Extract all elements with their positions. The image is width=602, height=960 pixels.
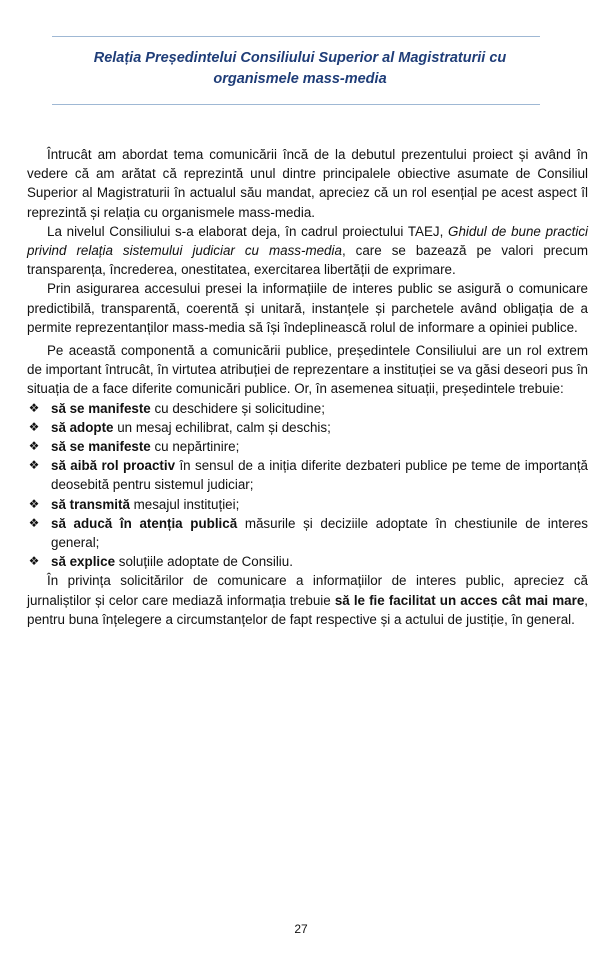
paragraph-5 [27,571,588,629]
paragraph-3: Prin asigurarea accesului presei la informațiile de interes public se asigură o comunicare predictibilă, transparentă, coerentă și unitară, instanțele și parchetele având obligația de a permite reprezentanților mass-media să își îndeplinească rolul de informare a opiniei publice. [27,281,588,335]
guide-title: Ghidul de bune practici privind relația sistemului judiciar cu mass-media [27,223,589,259]
body-text [27,145,588,629]
list-item [27,514,588,552]
title-line-2: organismele mass-media [213,71,387,87]
top-rule [52,36,540,37]
list-item [27,399,588,418]
list-item [27,495,588,514]
list-item-text: cu deschidere și solicitudine; [150,400,325,416]
list-item [27,418,588,437]
page-number: 27 [294,922,308,936]
list-item-emphasis: să aibă rol proactiv [51,458,176,474]
diamond-bullet-icon: ❖ [28,458,40,473]
list-item-text: cu nepărtinire; [150,439,240,455]
paragraph-5-emphasis: să le fie facilitat un acces cât mai mare [334,592,585,608]
diamond-bullet-icon: ❖ [28,400,40,415]
title-line-1: Relația Președintelui Consiliului Superior al Magistraturii cu [93,50,507,66]
paragraph-2-part-a: La nivelul Consiliului s-a elaborat deja, în cadrul proiectului TAEJ, [47,223,449,239]
paragraph-2-part-b: , care se bazează pe valori precum transparența, încrederea, onestitatea, exercitarea libertății de exprimare. [27,243,589,278]
list-item-text: măsurile și deciziile adoptate în chestiunile de interes general; [51,515,588,551]
list-item-emphasis: să transmită [51,496,130,512]
list-item [27,552,588,571]
list-item-text: un mesaj echilibrat, calm și deschis; [113,419,331,435]
list-item-text: în sensul de a iniția diferite dezbateri publice pe teme de importanță deosebită pentru sistemul judiciar; [51,458,588,493]
diamond-bullet-icon: ❖ [28,554,40,569]
paragraph-5-part-b: , pentru buna înțelegere a circumstanțelor de fapt respective și a actului de justiție, în general. [27,592,588,627]
list-item [27,437,588,456]
list-item-emphasis: să se manifeste [51,400,151,416]
diamond-bullet-icon: ❖ [28,515,40,530]
list-item [27,456,588,494]
paragraph-4: Pe această componentă a comunicării publice, președintele Consiliului are un rol extrem de important întrucât, în virtutea atribuției de reprezentare a instituției se va găsi deseori pus în situația de a face diferite comunicări publice. Or, în asemenea situații, președintele trebuie: [27,343,588,397]
diamond-bullet-icon: ❖ [28,496,40,511]
list-item-text: soluțiile adoptate de Consiliu. [115,554,293,570]
list-item-emphasis: să adopte [51,419,114,435]
list-item-emphasis: să explice [51,554,116,570]
list-item-emphasis: să aducă în atenția publică [51,515,238,531]
paragraph-5-part-a: În privința solicitărilor de comunicare a informațiilor de interes public, apreciez că jurnaliștilor și celor care mediază informația trebuie [27,573,588,608]
paragraph-2 [27,222,588,280]
section-title [40,48,560,90]
bottom-rule [52,104,540,105]
list-item-text: mesajul instituției; [129,496,240,512]
diamond-bullet-icon: ❖ [28,439,40,454]
paragraph-1: Întrucât am abordat tema comunicării încă de la debutul prezentului proiect și având în vedere că am arătat că reprezintă unul dintre principalele obiective asumate de Consiliul Superior al Magistraturii în actualul său mandat, apreciez că un rol esențial pe acest aspect îl reprezintă și relația cu organismele mass-media. [27,147,588,220]
duties-list [27,399,588,572]
list-item-emphasis: să se manifeste [51,439,151,455]
diamond-bullet-icon: ❖ [28,419,40,434]
